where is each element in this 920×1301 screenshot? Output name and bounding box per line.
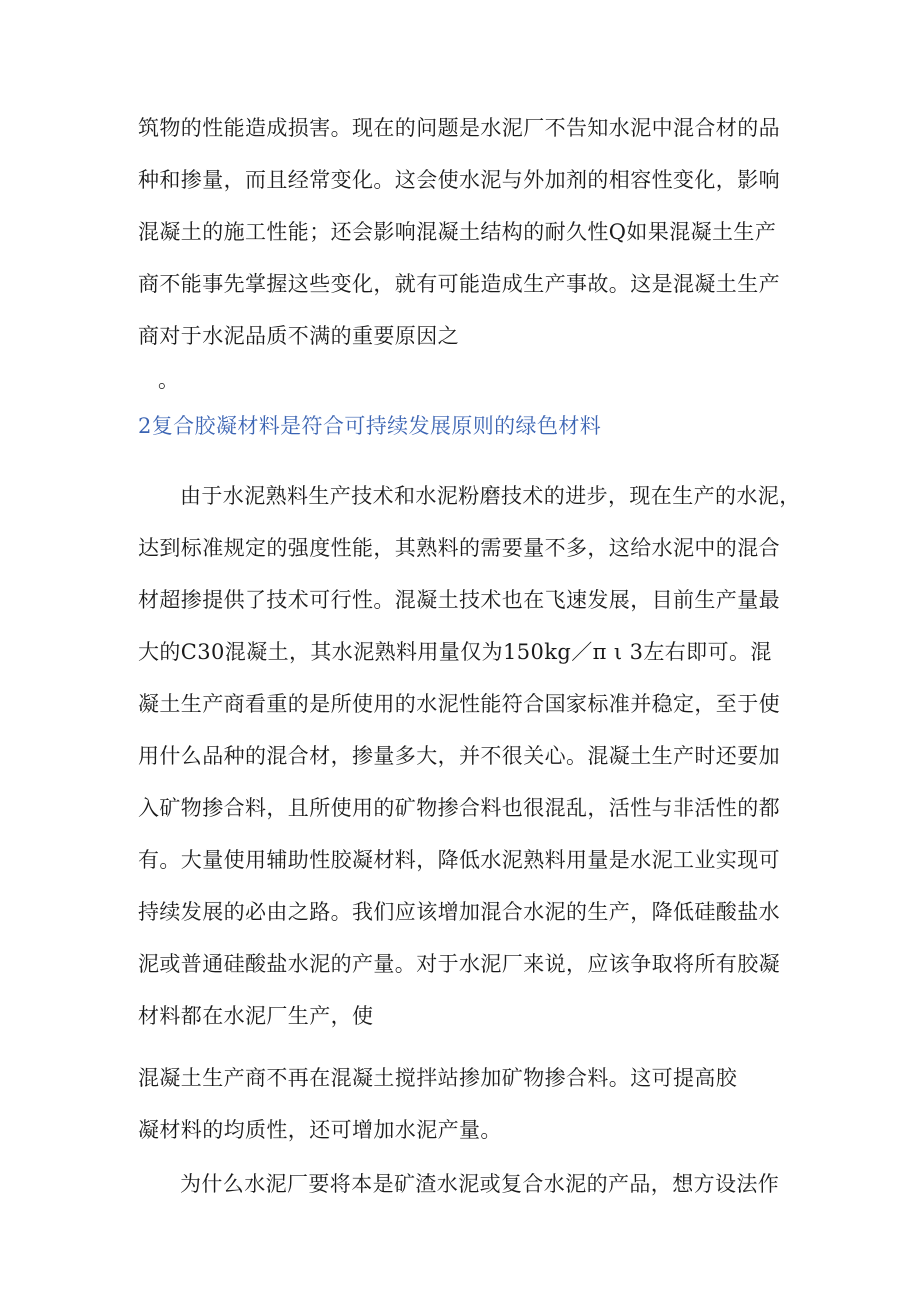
paragraph-1-line-5: 商对于水泥品质不满的重要原因之 — [138, 324, 459, 348]
paragraph-1-line-4: 商不能事先掌握这些变化，就有可能造成生产事故。这是混凝土生产 — [138, 272, 780, 296]
paragraph-2-line-6: 用什么品种的混合材，掺量多大，并不很关心。混凝土生产时还要加 — [138, 744, 780, 768]
paragraph-2-line-4: 大的C30混凝土，其水泥熟料用量仅为150kg／π ι 3左右即可。混 — [138, 640, 772, 664]
paragraph-1-line-1: 筑物的性能造成损害。现在的问题是水泥厂不告知水泥中混合材的品 — [138, 116, 780, 140]
paragraph-2-line-11: 材料都在水泥厂生产，使 — [138, 1004, 374, 1028]
paragraph-2-line-3: 材超掺提供了技术可行性。混凝土技术也在飞速发展，目前生产量最 — [138, 588, 780, 612]
paragraph-1-end-mark: 。 — [158, 368, 180, 392]
paragraph-2-line-7: 入矿物掺合料，且所使用的矿物掺合料也很混乱，活性与非活性的都 — [138, 796, 780, 820]
paragraph-3-line-2: 凝材料的均质性，还可增加水泥产量。 — [138, 1118, 502, 1142]
paragraph-2-line-10: 泥或普通硅酸盐水泥的产量。对于水泥厂来说，应该争取将所有胶凝 — [138, 952, 780, 976]
paragraph-2-line-1: 由于水泥熟料生产技术和水泥粉磨技术的进步，现在生产的水泥， — [180, 484, 801, 508]
paragraph-2-line-2: 达到标准规定的强度性能，其熟料的需要量不多，这给水泥中的混合 — [138, 536, 780, 560]
paragraph-3-line-1: 混凝土生产商不再在混凝土搅拌站掺加矿物掺合料。这可提高胶 — [138, 1066, 738, 1090]
paragraph-4-line-1: 为什么水泥厂要将本是矿渣水泥或复合水泥的产品，想方设法作 — [180, 1172, 780, 1196]
section-heading: 2复合胶凝材料是符合可持续发展原则的绿色材料 — [138, 414, 602, 438]
paragraph-1-line-2: 种和掺量，而且经常变化。这会使水泥与外加剂的相容性变化，影响 — [138, 168, 780, 192]
paragraph-1-line-3: 混凝土的施工性能；还会影响混凝土结构的耐久性Q如果混凝土生产 — [138, 220, 777, 244]
paragraph-2-line-5: 凝土生产商看重的是所使用的水泥性能符合国家标准并稳定，至于使 — [138, 692, 780, 716]
paragraph-2-line-9: 持续发展的必由之路。我们应该增加混合水泥的生产，降低硅酸盐水 — [138, 900, 780, 924]
paragraph-2-line-8: 有。大量使用辅助性胶凝材料，降低水泥熟料用量是水泥工业实现可 — [138, 848, 780, 872]
